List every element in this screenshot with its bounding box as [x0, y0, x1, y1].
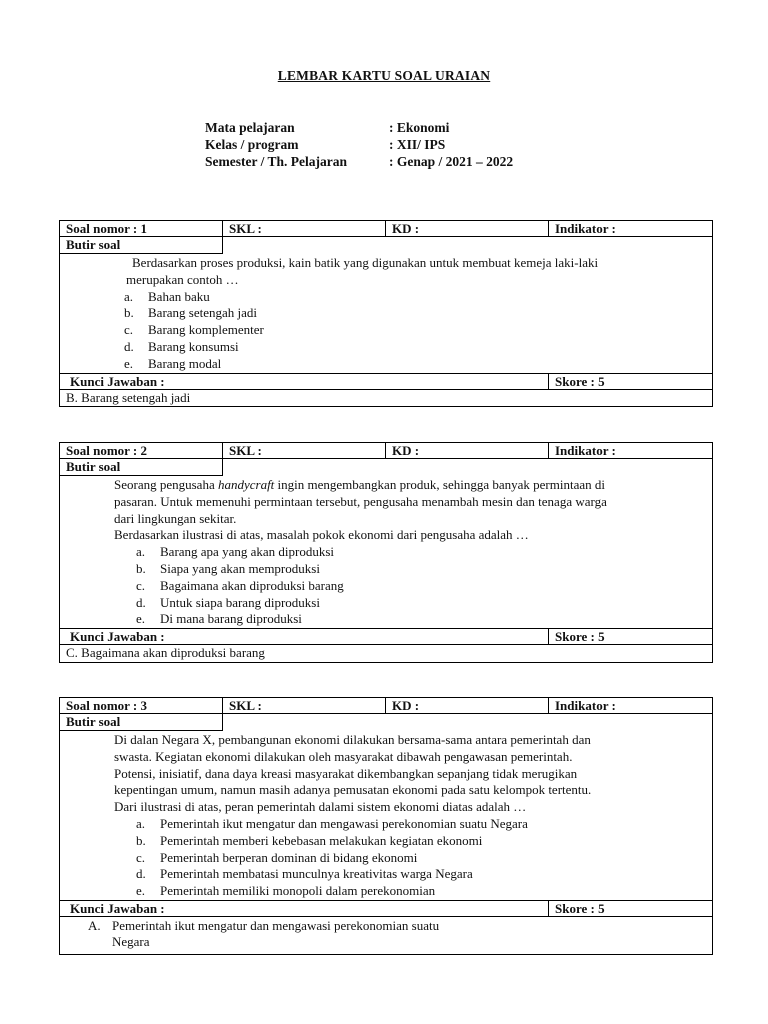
option-item — [136, 850, 712, 867]
butir-row — [59, 237, 713, 254]
option-item — [136, 866, 712, 883]
kunci-row — [59, 628, 713, 645]
meta-semester — [205, 153, 513, 170]
question-line: merupakan contoh … — [126, 271, 239, 287]
option-text: Barang apa yang akan diproduksi — [160, 544, 335, 560]
option-item — [124, 305, 712, 322]
options-list — [60, 816, 712, 900]
skl-label: SKL : — [223, 698, 386, 713]
question-line: pasaran. Untuk memenuhi permintaan tersebut, pengusaha menambah mesin dan tenaga warga — [114, 493, 607, 509]
option-letter: b. — [136, 560, 146, 576]
option-letter: e. — [136, 883, 146, 899]
butir-row — [59, 459, 713, 476]
soal-nomor: Soal nomor : 3 — [60, 698, 223, 713]
option-letter: d. — [136, 866, 146, 882]
options-list — [60, 544, 712, 628]
meta-label: Kelas / program — [205, 137, 299, 152]
answer-letter: A. — [88, 917, 101, 933]
answer-text: Pemerintah ikut mengatur dan mengawasi perekonomian suatu — [112, 917, 440, 933]
kunci-jawaban-label: Kunci Jawaban : — [60, 374, 549, 389]
skl-label: SKL : — [223, 221, 386, 236]
card-header — [59, 220, 713, 237]
question-line: Di dalan Negara X, pembangunan ekonomi dilakukan bersama-sama antara pemerintah dan — [114, 732, 591, 747]
answer-line — [88, 918, 712, 935]
butir-row — [59, 714, 713, 731]
kd-label: KD : — [386, 221, 549, 236]
option-letter: c. — [136, 849, 146, 865]
option-letter: c. — [136, 577, 146, 593]
option-letter: d. — [136, 594, 146, 610]
question-card-3 — [59, 697, 713, 955]
question-line: swasta. Kegiatan ekonomi dilakukan oleh masyarakat dibawah pengawasan pemerintah. — [114, 748, 573, 764]
option-text: Pemerintah memberi kebebasan melakukan kegiatan ekonomi — [160, 832, 483, 848]
question-body — [59, 476, 713, 628]
answer-text: B. Barang setengah jadi — [66, 389, 191, 405]
skore-label: Skore : 5 — [555, 900, 605, 916]
option-text: Pemerintah membatasi munculnya kreativitas warga Negara — [160, 866, 473, 882]
option-letter: e. — [124, 355, 134, 371]
question-line: dari lingkungan sekitar. — [114, 510, 237, 526]
meta-label: Mata pelajaran — [205, 120, 295, 135]
kunci-jawaban-label: Kunci Jawaban : — [60, 629, 549, 644]
answer-row — [59, 645, 713, 663]
kunci-row — [59, 373, 713, 390]
option-item — [124, 322, 712, 339]
soal-nomor: Soal nomor : 1 — [60, 221, 223, 236]
option-text: Bahan baku — [148, 288, 210, 304]
option-text: Pemerintah ikut mengatur dan mengawasi perekonomian suatu Negara — [160, 815, 528, 831]
option-letter: d. — [124, 338, 134, 354]
option-letter: b. — [124, 305, 134, 321]
option-item — [124, 339, 712, 356]
question-fragment: ingin mengembangkan produk, sehingga banyak permintaan di — [274, 477, 605, 492]
card-header — [59, 697, 713, 714]
option-text: Barang konsumsi — [148, 338, 239, 354]
kunci-row — [59, 900, 713, 917]
answer-text: C. Bagaimana akan diproduksi barang — [66, 645, 265, 661]
question-fragment: Seorang pengusaha — [114, 477, 218, 492]
meta-value: : XII/ IPS — [389, 137, 446, 152]
option-text: Bagaimana akan diproduksi barang — [160, 577, 344, 593]
answer-row — [59, 917, 713, 955]
option-text: Di mana barang diproduksi — [160, 611, 302, 627]
question-body — [59, 254, 713, 373]
option-text: Untuk siapa barang diproduksi — [160, 594, 320, 610]
option-item — [136, 611, 712, 628]
question-line: kepentingan umum, namun masih adanya pemusatan ekonomi pada satu kelompok tertentu. — [114, 782, 592, 798]
option-letter: b. — [136, 832, 146, 848]
meta-value: : Ekonomi — [389, 120, 450, 135]
question-emphasis: handycraft — [217, 477, 275, 492]
question-line: Potensi, inisiatif, dana daya kreasi masyarakat dikembangkan sepanjang tidak merugikan — [114, 765, 578, 781]
option-text: Siapa yang akan memproduksi — [160, 560, 320, 576]
option-item — [136, 595, 712, 612]
question-text — [60, 255, 712, 289]
indikator-label: Indikator : — [555, 221, 616, 236]
skore-label: Skore : 5 — [555, 373, 605, 389]
meta-value: : Genap / 2021 – 2022 — [389, 154, 514, 169]
soal-nomor: Soal nomor : 2 — [60, 443, 223, 458]
butir-soal-label: Butir soal — [60, 237, 223, 254]
option-letter: e. — [136, 611, 146, 627]
question-body — [59, 731, 713, 900]
question-line — [114, 477, 712, 494]
skl-label: SKL : — [223, 443, 386, 458]
option-text: Barang modal — [148, 355, 222, 371]
option-letter: a. — [124, 288, 134, 304]
question-line: Berdasarkan ilustrasi di atas, masalah pokok ekonomi dari pengusaha adalah … — [114, 527, 529, 543]
butir-soal-label: Butir soal — [60, 459, 223, 476]
option-text: Barang komplementer — [148, 322, 264, 338]
option-item — [136, 883, 712, 900]
meta-info — [205, 119, 513, 170]
option-item — [136, 816, 712, 833]
card-header — [59, 442, 713, 459]
option-text: Barang setengah jadi — [148, 305, 258, 321]
skore-label: Skore : 5 — [555, 629, 605, 645]
option-item — [124, 289, 712, 306]
kd-label: KD : — [386, 443, 549, 458]
options-list — [60, 289, 712, 373]
answer-row — [59, 390, 713, 408]
option-item — [136, 578, 712, 595]
indikator-label: Indikator : — [555, 698, 616, 713]
answer-line: Negara — [112, 934, 150, 950]
option-text: Pemerintah memiliki monopoli dalam perekonomian — [160, 883, 436, 899]
page-title: LEMBAR KARTU SOAL URAIAN — [277, 68, 491, 83]
option-item — [124, 356, 712, 373]
option-item — [136, 561, 712, 578]
question-line: Berdasarkan proses produksi, kain batik yang digunakan untuk membuat kemeja laki-laki — [132, 255, 599, 270]
kunci-jawaban-label: Kunci Jawaban : — [60, 901, 549, 916]
indikator-label: Indikator : — [555, 443, 616, 458]
meta-subject — [205, 119, 513, 136]
option-item — [136, 833, 712, 850]
meta-class — [205, 136, 513, 153]
option-text: Pemerintah berperan dominan di bidang ekonomi — [160, 849, 418, 865]
option-letter: c. — [124, 322, 134, 338]
question-text — [60, 732, 712, 816]
option-item — [136, 544, 712, 561]
butir-soal-label: Butir soal — [60, 714, 223, 731]
question-text — [60, 477, 712, 544]
question-card-2 — [59, 442, 713, 663]
option-letter: a. — [136, 544, 146, 560]
question-line: Dari ilustrasi di atas, peran pemerintah dalami sistem ekonomi diatas adalah … — [114, 799, 527, 815]
question-card-1 — [59, 220, 713, 407]
meta-label: Semester / Th. Pelajaran — [205, 154, 347, 169]
kd-label: KD : — [386, 698, 549, 713]
option-letter: a. — [136, 815, 146, 831]
